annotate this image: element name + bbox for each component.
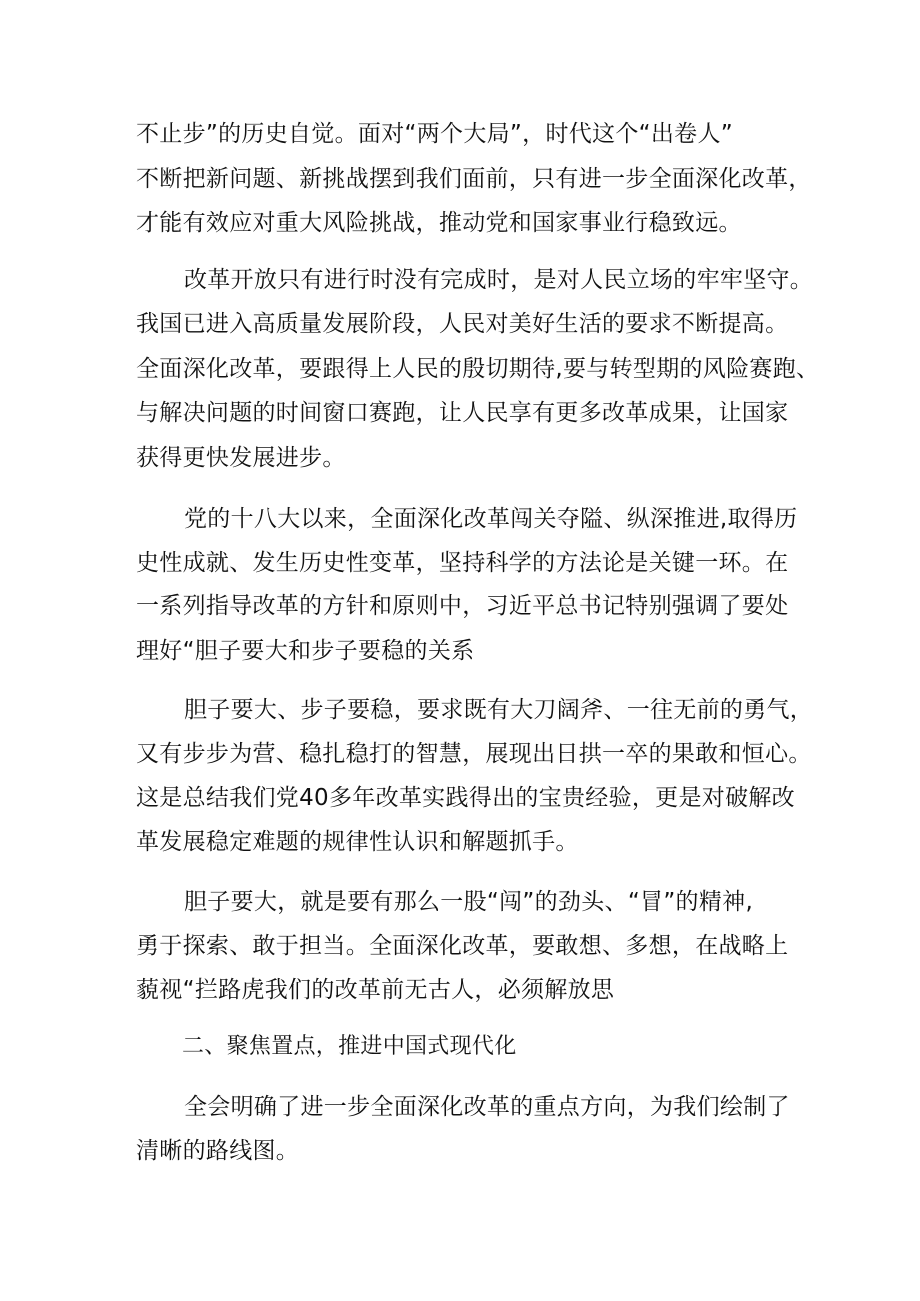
text-line: 获得更快发展进步。: [136, 445, 346, 471]
text-line: 全面深化改革，要跟得上人民的殷切期待,要与转型期的风险赛跑、: [136, 356, 820, 382]
text-line: 理好“胆子要大和步子要稳的关系: [136, 638, 475, 664]
text-line: 勇于探索、敢于担当。全面深化改革，要敢想、多想，在战略上: [136, 933, 789, 959]
text-line: 革发展稳定难题的规律性认识和解题抓手。: [136, 829, 579, 855]
text-line: 我国已进入高质量发展阶段，人民对美好生活的要求不断提高。: [136, 311, 789, 337]
text-line: 全会明确了进一步全面深化改革的重点方向，为我们绘制了: [184, 1094, 790, 1120]
section-heading: 二、聚焦置点，推进中国式现代化: [182, 1034, 517, 1059]
text-line: 又有步步为营、稳扎稳打的智慧，展现出日拱一卒的果敢和恒心。: [136, 741, 812, 767]
text-line: 藐视“拦路虎我们的改革前无古人，必须解放思: [136, 977, 615, 1003]
text-line: 胆子要大，就是要有那么一股“闯”的劲头、“冒”的精神,: [184, 889, 754, 915]
text-line: 与解决问题的时间窗口赛跑，让人民享有更多改革成果，让国家: [136, 400, 789, 426]
text-line: 不断把新问题、新挑战摆到我们面前，只有进一步全面深化改革，: [136, 166, 812, 192]
text-line: 史性成就、发生历史性变革，坚持科学的方法论是关键一环。在: [136, 550, 789, 576]
text-line: 这是总结我们党40多年改革实践得出的宝贵经验，更是对破解改: [136, 785, 795, 811]
text-line: 一系列指导改革的方针和原则中，习近平总书记特别强调了要处: [136, 593, 789, 619]
text-line: 胆子要大、步子要稳，要求既有大刀阔斧、一往无前的勇气，: [184, 697, 814, 723]
text-line: 改革开放只有进行时没有完成时，是对人民立场的牢牢坚守。: [184, 267, 814, 293]
text-line: 清晰的路线图。: [136, 1138, 300, 1164]
text-line: 党的十八大以来，全面深化改革闯关夺隘、纵深推进,取得历: [184, 506, 798, 532]
text-line: 不止步”的历史自觉。面对“两个大局”，时代这个“出卷人”: [136, 121, 733, 147]
text-line: 才能有效应对重大风险挑战，推动党和国家事业行稳致远。: [136, 210, 742, 236]
